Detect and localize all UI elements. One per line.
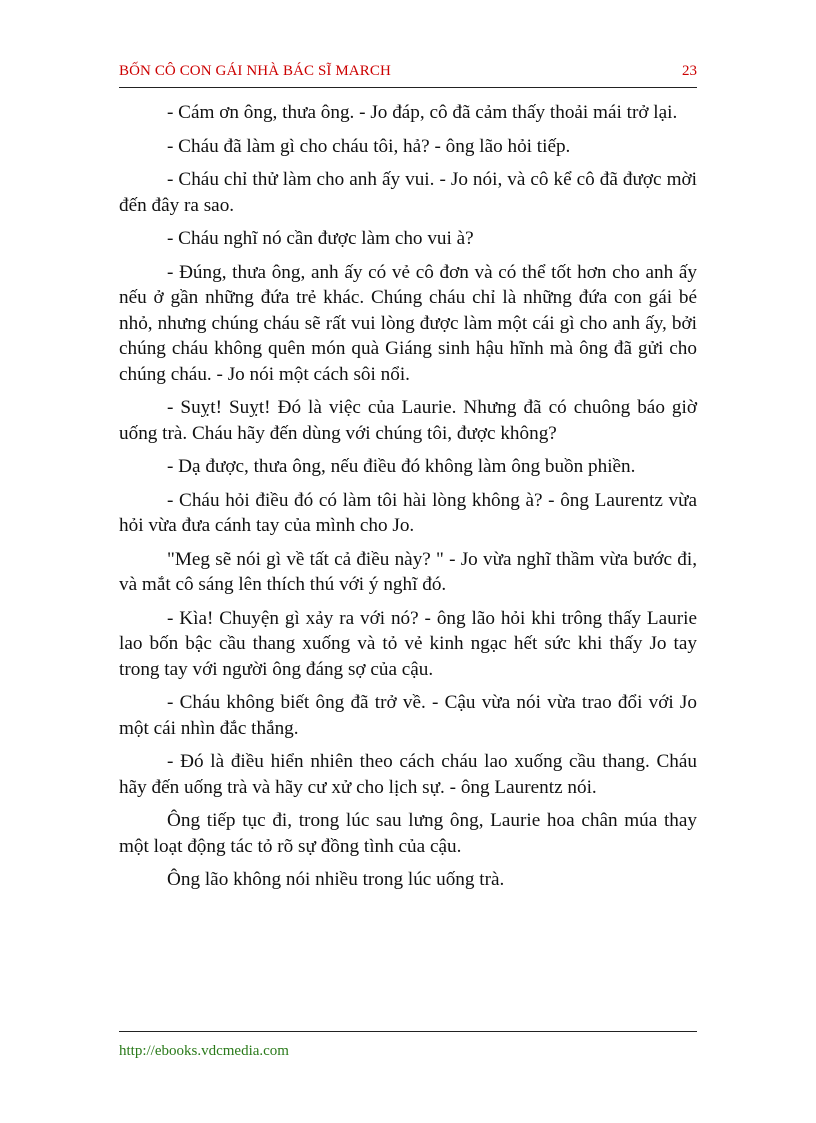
paragraph: - Kìa! Chuyện gì xảy ra với nó? - ông lão hỏi khi trông thấy Laurie lao bốn bậc cầu thang xuống và tỏ vẻ kinh ngạc hết sức khi thấy Jo tay trong tay với người ông đáng sợ của cậu.	[119, 607, 697, 680]
paragraph: "Meg sẽ nói gì về tất cả điều này? " - Jo vừa nghĩ thầm vừa bước đi, và mắt cô sáng lên thích thú với ý nghĩ đó.	[119, 548, 697, 595]
header-divider	[119, 87, 697, 88]
paragraph: - Cháu hỏi điều đó có làm tôi hài lòng không à? - ông Laurentz vừa hỏi vừa đưa cánh tay của mình cho Jo.	[119, 489, 697, 536]
book-title: BỐN CÔ CON GÁI NHÀ BÁC SĨ MARCH	[119, 63, 391, 79]
paragraph: - Cháu nghĩ nó cần được làm cho vui à?	[167, 228, 474, 249]
paragraph: - Cám ơn ông, thưa ông. - Jo đáp, cô đã cảm thấy thoải mái trở lại.	[167, 102, 678, 123]
page-number: 23	[682, 63, 697, 79]
footer-link[interactable]: http://ebooks.vdcmedia.com	[119, 1043, 289, 1059]
page-header	[119, 63, 697, 83]
paragraph: - Suỵt! Suỵt! Đó là việc của Laurie. Nhưng đã có chuông báo giờ uống trà. Cháu hãy đến dùng với chúng tôi, được không?	[119, 397, 697, 444]
footer-divider	[119, 1031, 697, 1032]
paragraph: - Đó là điều hiển nhiên theo cách cháu lao xuống cầu thang. Cháu hãy đến uống trà và hãy cư xử cho lịch sự. - ông Laurentz nói.	[119, 751, 697, 798]
paragraph: - Cháu không biết ông đã trở về. - Cậu vừa nói vừa trao đổi với Jo một cái nhìn đắc thắng.	[119, 692, 697, 739]
paragraph: - Dạ được, thưa ông, nếu điều đó không làm ông buồn phiền.	[167, 456, 636, 477]
paragraph: - Cháu đã làm gì cho cháu tôi, hả? - ông lão hỏi tiếp.	[167, 135, 571, 157]
paragraph: Ông tiếp tục đi, trong lúc sau lưng ông, Laurie hoa chân múa thay một loạt động tác tỏ rõ sự đồng tình của cậu.	[119, 810, 697, 857]
paragraph: - Cháu chỉ thử làm cho anh ấy vui. - Jo nói, và cô kể cô đã được mời đến đây ra sao.	[119, 169, 697, 216]
paragraph: Ông lão không nói nhiều trong lúc uống trà.	[167, 869, 505, 890]
page-body	[119, 100, 697, 901]
paragraph: - Đúng, thưa ông, anh ấy có vẻ cô đơn và có thể tốt hơn cho anh ấy nếu ở gần những đứa trẻ khác. Chúng cháu chỉ là những đứa con gái bé nhỏ, nhưng chúng cháu sẽ rất vui lòng được làm một cái gì cho anh ấy, bởi chúng cháu không quên món quà Giáng sinh hậu hĩnh mà ông đã gửi cho chúng cháu. - Jo nói một cách sôi nổi.	[119, 261, 697, 385]
